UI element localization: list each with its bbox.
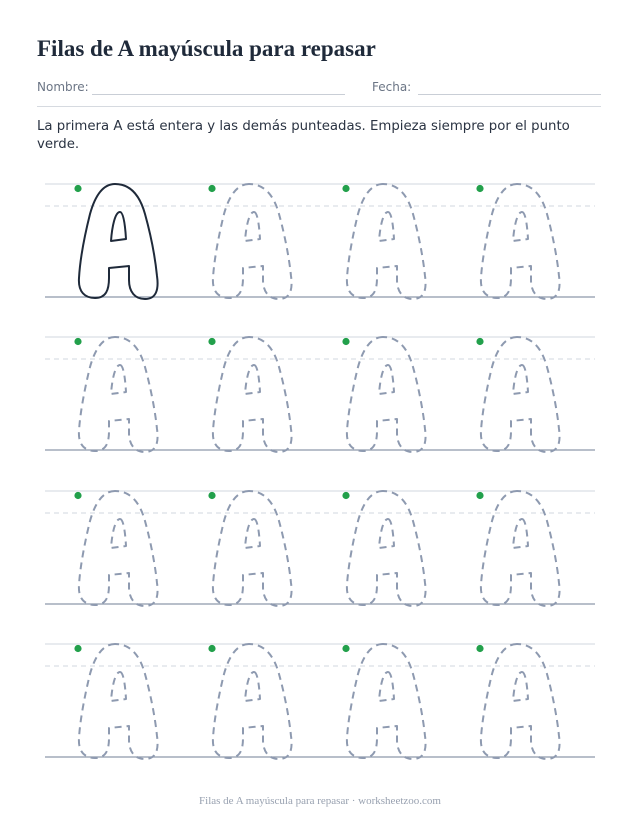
letter-outline xyxy=(79,337,158,452)
letter-counter xyxy=(245,212,260,241)
start-dot xyxy=(74,185,81,192)
letter-outline xyxy=(481,184,560,299)
letter-a-model xyxy=(79,184,158,299)
letter-a-trace[interactable] xyxy=(213,337,292,452)
letter-outline xyxy=(213,184,292,299)
tracing-row-canvas xyxy=(45,640,595,760)
letter-outline xyxy=(347,184,426,299)
letter-counter xyxy=(245,365,260,394)
instructions-text: La primera A está entera y las demás punteadas. Empieza siempre por el punto verde. xyxy=(37,119,570,152)
letter-counter xyxy=(379,672,394,701)
practice-row xyxy=(45,180,595,300)
letter-outline xyxy=(481,337,560,452)
tracing-row-canvas xyxy=(45,333,595,453)
letter-counter xyxy=(379,365,394,394)
start-dot xyxy=(208,492,215,499)
letter-a-trace[interactable] xyxy=(213,184,292,299)
letter-a-trace[interactable] xyxy=(79,644,158,759)
letter-counter xyxy=(513,212,528,241)
letter-a-trace[interactable] xyxy=(347,644,426,759)
start-dot xyxy=(74,338,81,345)
start-dot xyxy=(208,645,215,652)
start-dot xyxy=(476,645,483,652)
letter-outline xyxy=(347,644,426,759)
letter-a-trace[interactable] xyxy=(481,491,560,606)
letter-a-trace[interactable] xyxy=(213,644,292,759)
letter-counter xyxy=(111,519,126,548)
letter-a-trace[interactable] xyxy=(79,491,158,606)
letter-a-trace[interactable] xyxy=(79,337,158,452)
letter-outline xyxy=(481,491,560,606)
start-dot xyxy=(342,645,349,652)
letter-outline xyxy=(481,644,560,759)
letter-a-trace[interactable] xyxy=(481,337,560,452)
letter-outline xyxy=(213,337,292,452)
letter-outline xyxy=(213,491,292,606)
letter-outline xyxy=(347,491,426,606)
letter-a-trace[interactable] xyxy=(347,491,426,606)
letter-counter xyxy=(379,212,394,241)
letter-counter xyxy=(111,672,126,701)
letter-counter xyxy=(513,365,528,394)
letter-outline xyxy=(79,491,158,606)
start-dot xyxy=(342,185,349,192)
letter-a-trace[interactable] xyxy=(347,184,426,299)
letter-counter xyxy=(111,212,126,241)
letter-a-trace[interactable] xyxy=(481,644,560,759)
letter-outline xyxy=(79,184,158,299)
tracing-row-canvas xyxy=(45,487,595,607)
start-dot xyxy=(342,338,349,345)
start-dot xyxy=(208,338,215,345)
letter-counter xyxy=(111,365,126,394)
name-label: Nombre: xyxy=(37,80,89,94)
letter-a-trace[interactable] xyxy=(347,337,426,452)
tracing-row-canvas xyxy=(45,180,595,300)
practice-row xyxy=(45,333,595,453)
worksheet-title: Filas de A mayúscula para repasar xyxy=(37,36,376,61)
start-dot xyxy=(476,492,483,499)
start-dot xyxy=(74,492,81,499)
practice-row xyxy=(45,640,595,760)
start-dot xyxy=(476,338,483,345)
start-dot xyxy=(74,645,81,652)
start-dot xyxy=(476,185,483,192)
letter-a-trace[interactable] xyxy=(213,491,292,606)
letter-counter xyxy=(513,519,528,548)
start-dot xyxy=(342,492,349,499)
letter-outline xyxy=(79,644,158,759)
letter-counter xyxy=(513,672,528,701)
letter-counter xyxy=(245,519,260,548)
start-dot xyxy=(208,185,215,192)
practice-row xyxy=(45,487,595,607)
letter-a-trace[interactable] xyxy=(481,184,560,299)
letter-outline xyxy=(213,644,292,759)
date-label: Fecha: xyxy=(372,80,412,94)
letter-counter xyxy=(245,672,260,701)
letter-counter xyxy=(379,519,394,548)
letter-outline xyxy=(347,337,426,452)
footer-text: Filas de A mayúscula para repasar · worksheetzoo.com xyxy=(199,795,441,807)
